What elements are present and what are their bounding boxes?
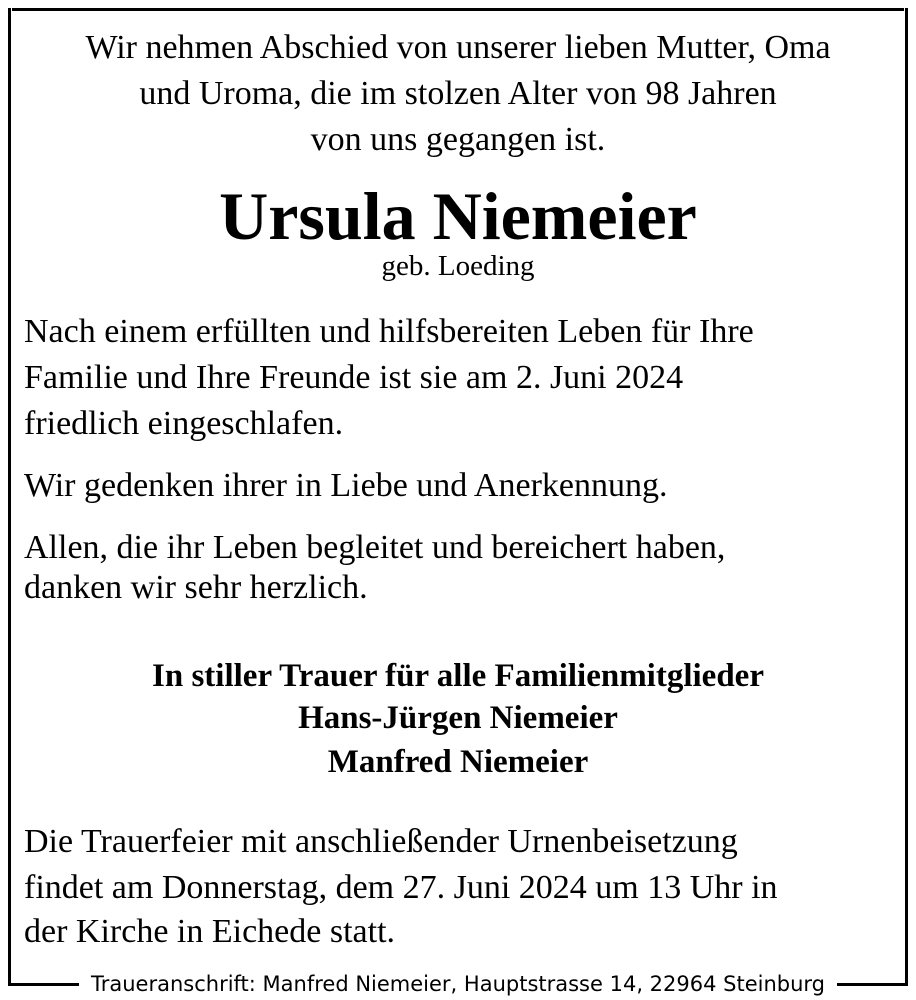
footer-rule-left: [8, 983, 79, 986]
intro-line: Wir nehmen Abschied von unserer lieben Mutter, Oma: [85, 29, 831, 66]
footer-rule-right: [837, 983, 908, 986]
frame-top-border: [12, 8, 904, 11]
deceased-name: Ursula Niemeier: [219, 178, 697, 254]
paragraph-line: Allen, die ihr Leben begleitet und bereichert haben,: [24, 529, 726, 566]
paragraph-line: Nach einem erfüllten und hilfsbereiten Leben für Ihre: [24, 313, 754, 350]
intro-line: von uns gegangen ist.: [310, 121, 606, 158]
intro-line: und Uroma, die im stolzen Alter von 98 Jahren: [139, 75, 777, 112]
paragraph-remembrance: Wir gedenken ihrer in Liebe und Anerkennung.: [24, 467, 668, 504]
paragraph-line: danken wir sehr herzlich.: [24, 569, 368, 606]
birth-name: geb. Loeding: [381, 250, 535, 282]
ceremony-line: der Kirche in Eichede statt.: [24, 913, 396, 950]
mourner-name: Manfred Niemeier: [327, 744, 589, 780]
ceremony-line: findet am Donnerstag, dem 27. Juni 2024 um 13 Uhr in: [24, 869, 778, 906]
mourning-address: Traueranschrift: Manfred Niemeier, Hauptstrasse 14, 22964 Steinburg: [90, 972, 826, 996]
mourners-line: In stiller Trauer für alle Familienmitglieder: [152, 658, 764, 694]
ceremony-line: Die Trauerfeier mit anschließender Urnenbeisetzung: [24, 823, 738, 860]
footer: [8, 968, 908, 1000]
paragraph-line: Familie und Ihre Freunde ist sie am 2. Juni 2024: [24, 359, 684, 396]
paragraph-line: friedlich eingeschlafen.: [24, 405, 344, 442]
mourner-name: Hans-Jürgen Niemeier: [298, 700, 618, 736]
